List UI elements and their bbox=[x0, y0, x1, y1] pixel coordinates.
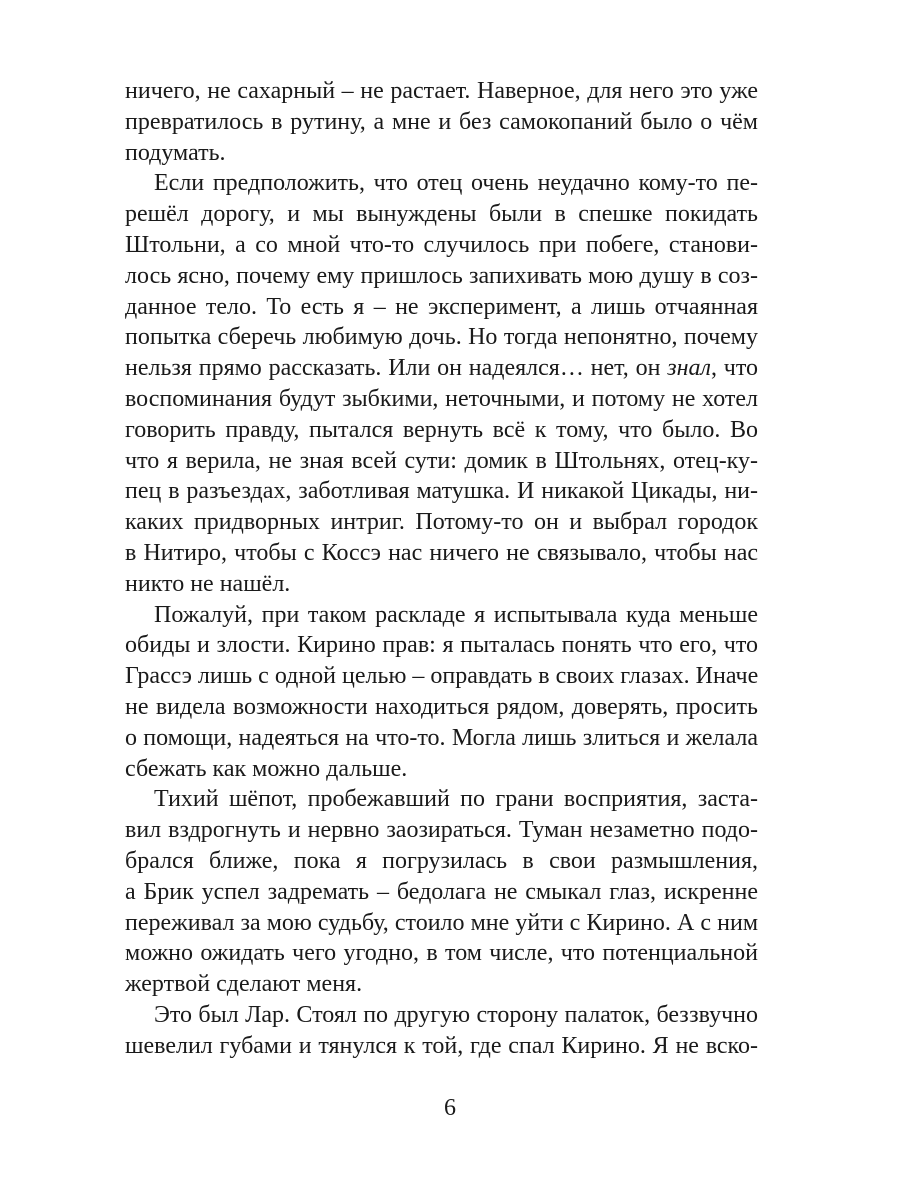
text-segment: а Брик успел задремать – бедолага не смыкал глаз, искренне bbox=[125, 878, 758, 905]
text-line bbox=[125, 723, 758, 754]
text-segment: превратилось в рутину, а мне и без самокопаний было о чём bbox=[125, 108, 758, 135]
text-line bbox=[125, 476, 758, 507]
text-line bbox=[125, 938, 758, 969]
text-line bbox=[125, 846, 758, 877]
text-segment: о помощи, надеяться на что-то. Могла лишь злиться и желала bbox=[125, 724, 758, 751]
text-segment: не видела возможности находиться рядом, доверять, просить bbox=[125, 693, 758, 720]
paragraph bbox=[125, 76, 758, 168]
text-segment: данное тело. То есть я – не эксперимент, а лишь отчаянная bbox=[125, 293, 758, 320]
text-segment: Если предположить, что отец очень неудачно кому-то пе- bbox=[154, 170, 758, 197]
text-segment: пец в разъездах, заботливая матушка. И никакой Цикады, ни- bbox=[125, 478, 758, 505]
text-segment: шевелил губами и тянулся к той, где спал Кирино. Я не вско- bbox=[125, 1032, 758, 1059]
text-line bbox=[125, 292, 758, 323]
text-line bbox=[125, 538, 758, 569]
text-segment: попытка сберечь любимую дочь. Но тогда непонятно, почему bbox=[125, 324, 758, 351]
text-line bbox=[125, 261, 758, 292]
text-line bbox=[125, 569, 758, 600]
text-line bbox=[125, 661, 758, 692]
text-line bbox=[125, 138, 758, 169]
text-segment: Штольни, а со мной что-то случилось при побеге, станови- bbox=[125, 231, 758, 258]
text-line bbox=[125, 1000, 758, 1031]
text-segment: ничего, не сахарный – не растает. Наверное, для него это уже bbox=[125, 78, 758, 104]
text-segment: говорить правду, пытался вернуть всё к тому, что было. Во bbox=[125, 416, 758, 443]
paragraph bbox=[125, 784, 758, 1000]
text-segment: решёл дорогу, и мы вынуждены были в спешке покидать bbox=[125, 201, 758, 228]
text-segment: нельзя прямо рассказать. Или он надеялся… нет, он bbox=[125, 355, 668, 382]
text-line bbox=[125, 877, 758, 908]
text-line bbox=[125, 1031, 758, 1062]
paragraph bbox=[125, 1000, 758, 1062]
text-segment: жертвой сделают меня. bbox=[125, 971, 363, 998]
text-line bbox=[125, 969, 758, 1000]
text-segment: воспоминания будут зыбкими, неточными, и потому не хотел bbox=[125, 385, 758, 412]
text-segment: Грассэ лишь с одной целью – оправдать в своих глазах. Иначе bbox=[125, 663, 759, 690]
text-segment: переживал за мою судьбу, стоило мне уйти с Кирино. А с ним bbox=[125, 909, 758, 936]
text-line bbox=[125, 692, 758, 723]
text-line bbox=[125, 600, 758, 631]
text-segment: подумать. bbox=[125, 139, 226, 166]
text-line bbox=[125, 784, 758, 815]
text-line bbox=[125, 199, 758, 230]
text-segment: каких придворных интриг. Потому-то он и выбрал городок bbox=[125, 509, 758, 536]
text-line bbox=[125, 168, 758, 199]
text-segment: вил вздрогнуть и нервно заозираться. Туман незаметно подо- bbox=[125, 817, 758, 844]
page-body bbox=[125, 76, 758, 1062]
text-line bbox=[125, 446, 758, 477]
text-segment: брался ближе, пока я погрузилась в свои размышления, bbox=[125, 847, 758, 874]
text-line bbox=[125, 630, 758, 661]
text-line bbox=[125, 908, 758, 939]
paragraph bbox=[125, 168, 758, 599]
text-segment: , что bbox=[710, 355, 758, 382]
text-segment: сбежать как можно дальше. bbox=[125, 755, 408, 782]
text-line bbox=[125, 76, 758, 107]
text-segment: Тихий шёпот, пробежавший по грани восприятия, заста- bbox=[154, 786, 758, 813]
text-line bbox=[125, 415, 758, 446]
paragraph bbox=[125, 600, 758, 785]
text-segment: можно ожидать чего угодно, в том числе, что потенциальной bbox=[125, 940, 758, 967]
text-line bbox=[125, 754, 758, 785]
text-segment: что я верила, не зная всей сути: домик в Штольнях, отец-ку- bbox=[125, 447, 758, 474]
text-segment: в Нитиро, чтобы с Коссэ нас ничего не связывало, чтобы нас bbox=[125, 539, 758, 566]
text-line bbox=[125, 815, 758, 846]
text-line bbox=[125, 230, 758, 261]
italic-word: знал bbox=[667, 355, 711, 382]
text-segment: Пожалуй, при таком раскладе я испытывала куда меньше bbox=[154, 601, 758, 628]
text-segment: лось ясно, почему ему пришлось запихивать мою душу в соз- bbox=[125, 262, 758, 289]
text-segment: никто не нашёл. bbox=[125, 570, 291, 597]
text-segment: Это был Лар. Стоял по другую сторону палаток, беззвучно bbox=[154, 1001, 758, 1028]
text-line bbox=[125, 507, 758, 538]
text-line bbox=[125, 322, 758, 353]
text-line bbox=[125, 353, 758, 384]
text-line bbox=[125, 107, 758, 138]
text-line bbox=[125, 384, 758, 415]
page-number: 6 bbox=[444, 1095, 456, 1121]
text-segment: обиды и злости. Кирино прав: я пыталась понять что его, что bbox=[125, 632, 758, 659]
